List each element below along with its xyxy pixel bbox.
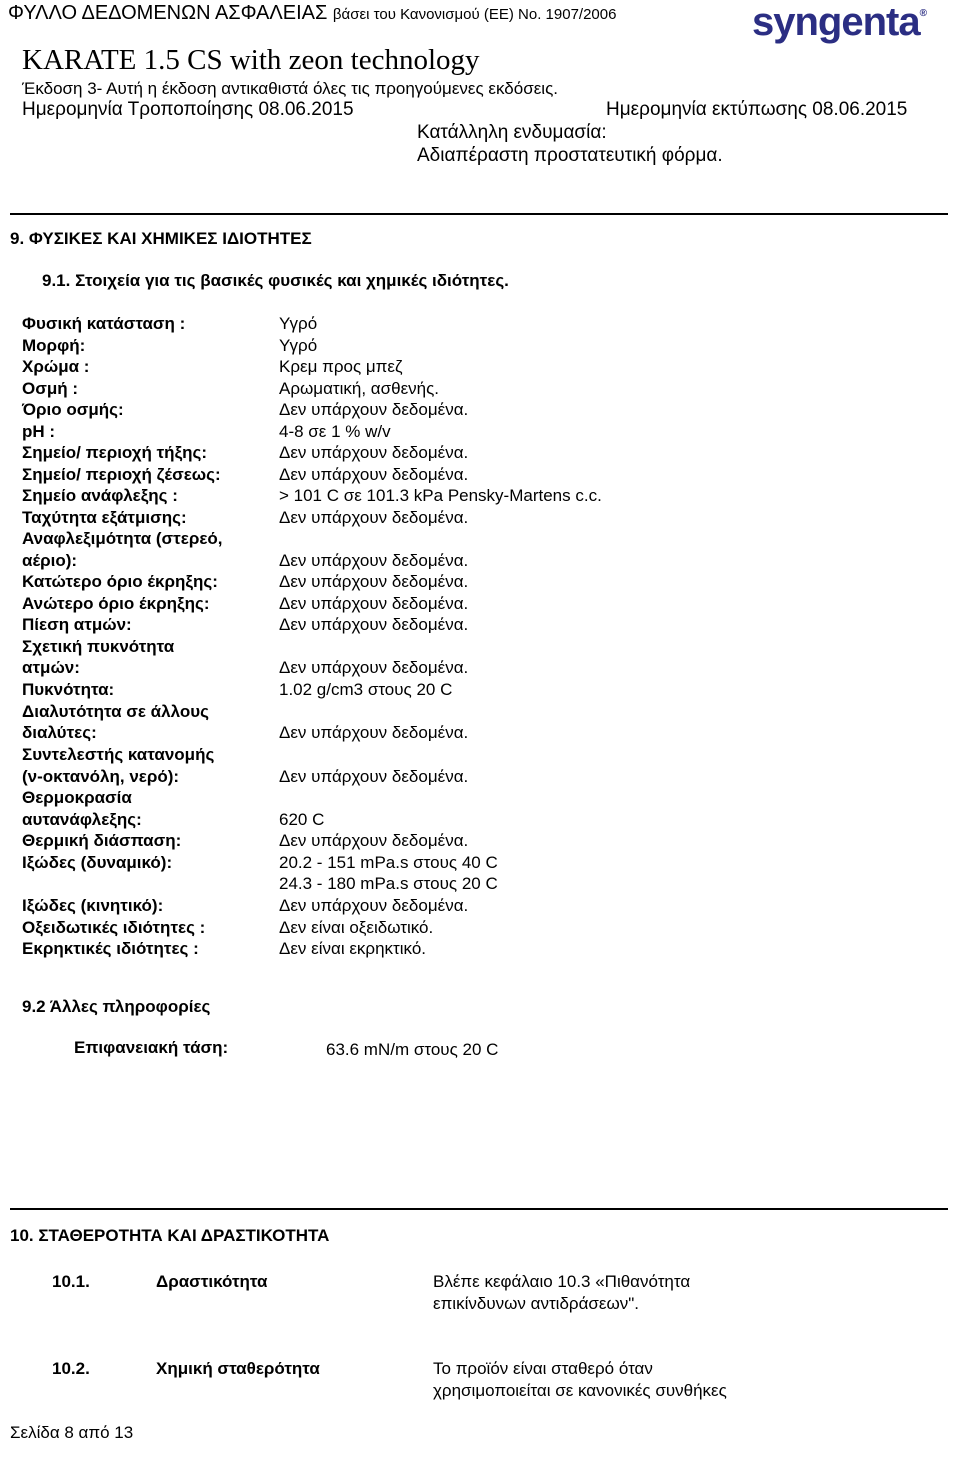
- print-date: Ημερομηνία εκτύπωσης 08.06.2015: [606, 99, 908, 120]
- item-text: χρησιμοποιείται σε κανονικές συνθήκες: [433, 1381, 727, 1400]
- page-number: Σελίδα 8 από 13: [10, 1423, 134, 1442]
- item-number: 10.1.: [52, 1272, 90, 1291]
- item-text: Βλέπε κεφάλαιο 10.3 «Πιθανότητα: [433, 1272, 691, 1291]
- regulation-ref: βάσει του Κανονισμού (ΕΕ) No. 1907/2006: [332, 6, 617, 23]
- product-name: KARATE 1.5 CS with zeon technology: [22, 44, 480, 76]
- revision-date: Ημερομηνία Τροποποίησης 08.06.2015: [22, 99, 354, 120]
- doc-type: ΦΥΛΛΟ ΔΕΔΟΜΕΝΩΝ ΑΣΦΑΛΕΙΑΣ: [8, 2, 328, 24]
- item-text: επικίνδυνων αντιδράσεων".: [433, 1294, 640, 1313]
- item-number: 10.2.: [52, 1359, 90, 1378]
- section-divider: [10, 1208, 948, 1210]
- item-title: Χημική σταθερότητα: [156, 1359, 320, 1378]
- document-type-header: [8, 2, 616, 25]
- ppe-value: Αδιαπέραστη προστατευτική φόρμα.: [417, 145, 723, 166]
- surface-tension-label: Επιφανειακή τάση:: [74, 1038, 229, 1057]
- item-text: Το προϊόν είναι σταθερό όταν: [433, 1359, 653, 1378]
- section-10-title: 10. ΣΤΑΘΕΡΟΤΗΤΑ ΚΑΙ ΔΡΑΣΤΙΚΟΤΗΤΑ: [10, 1226, 330, 1245]
- section-9-1-title: 9.1. Στοιχεία για τις βασικές φυσικές και χημικές ιδιότητες.: [42, 271, 509, 290]
- sds-page: ΦΥΛΛΟ ΔΕΔΟΜΕΝΩΝ ΑΣΦΑΛΕΙΑΣ βάσει του Κανονισμού (ΕΕ) No. 1907/2006 syngenta® KARATE 1.5 CS with zeon technology Έκδοση 3- Αυτή η έκδοση αντικαθιστά όλες τις προηγούμενες εκδόσεις. Ημερομηνία Τροποποίησης 08.06.2015 Ημερομηνία εκτύπωσης 08.06.2015 Κατάλληλη ενδυμασία: Αδιαπέραστη προστατευτική φόρμα. 9. ΦΥΣΙΚΕΣ ΚΑΙ ΧΗΜΙΚΕΣ ΙΔΙΟΤΗΤΕΣ 9.1. Στοιχεία για τις βασικές φυσικές και χημικές ιδιότητες. Φυσική κατάσταση : Υγρό Μορφή: Υγρό Χρώμα : Κρεμ προς μπεζ Οσμή : Αρωματική, ασθενής. Όριο οσμής: Δεν υπάρχουν δεδομένα. pH : 4-8 σε 1 % w/v Σημείο/ περιοχή τήξης: Δεν υπάρχουν δεδομένα. Σημείο/ περιοχή ζέσεως: Δεν υπάρχουν δεδομένα. Σημείο ανάφλεξης : > 101 C σε 101.3 kPa Pensky-Martens c.c. Ταχύτητα εξάτμισης: Δεν υπάρχουν δεδομένα. Αναφλεξιμότητα (στερεό, αέριο): Δεν υπάρχουν δεδομένα. Κατώτερο όριο έκρηξης: Δεν υπάρχουν δεδομένα. Ανώτερο όριο έκρηξης: Δεν υπάρχουν δεδομένα. Πίεση ατμών: Δεν υπάρχουν δεδομένα. Σχετική πυκνότητα ατμών: Δεν υπάρχουν δεδομένα. Πυκνότητα: 1.02 g/cm3 στους 20 C Διαλυτότητα σε άλλους διαλύτες: Δεν υπάρχουν δεδομένα. Συντελεστής κατανομής (ν-οκτανόλη, νερό): Δεν υπάρχουν δεδομένα. Θερμοκρασία αυτανάφλεξης: 620 C Θερμική διάσπαση: Δεν υπάρχουν δεδομένα. Ιξώδες (δυναμικό): 20.2 - 151 mPa.s στους 40 C 24.3 - 180 mPa.s στους 20 C Ιξώδες (κινητικό): Δεν υπάρχουν δεδομένα. Οξειδωτικές ιδιότητες : Δεν είναι οξειδωτικό. Εκρηκτικές ιδιότητες : Δεν είναι εκρηκτικό. 9.2 Άλλες πληροφορίες Επιφανειακή τάση: 63.6 mN/m στους 20 C 10. ΣΤΑΘΕΡΟΤΗΤΑ ΚΑΙ ΔΡΑΣΤΙΚΟΤΗΤΑ 10.1. Δραστικότητα Βλέπε κεφάλαιο 10.3 «Πιθανότητα επικίνδυνων αντιδράσεων". 10.2. Χημική σταθερότητα Το προϊόν είναι σταθερό όταν χρησιμοποιείται σε κανονικές συνθήκες Σελίδα 8 από 13: [0, 0, 960, 1473]
- surface-tension-value: 63.6 mN/m στους 20 C: [326, 1040, 499, 1059]
- ppe-label: Κατάλληλη ενδυμασία:: [417, 122, 607, 143]
- section-9-title: 9. ΦΥΣΙΚΕΣ ΚΑΙ ΧΗΜΙΚΕΣ ΙΔΙΟΤΗΤΕΣ: [10, 229, 312, 248]
- syngenta-logo: syngenta®: [752, 0, 926, 44]
- item-title: Δραστικότητα: [156, 1272, 268, 1291]
- section-9-2-title: 9.2 Άλλες πληροφορίες: [22, 997, 211, 1016]
- edition-note: Έκδοση 3- Αυτή η έκδοση αντικαθιστά όλες τις προηγούμενες εκδόσεις.: [22, 79, 558, 98]
- section-divider: [10, 213, 948, 215]
